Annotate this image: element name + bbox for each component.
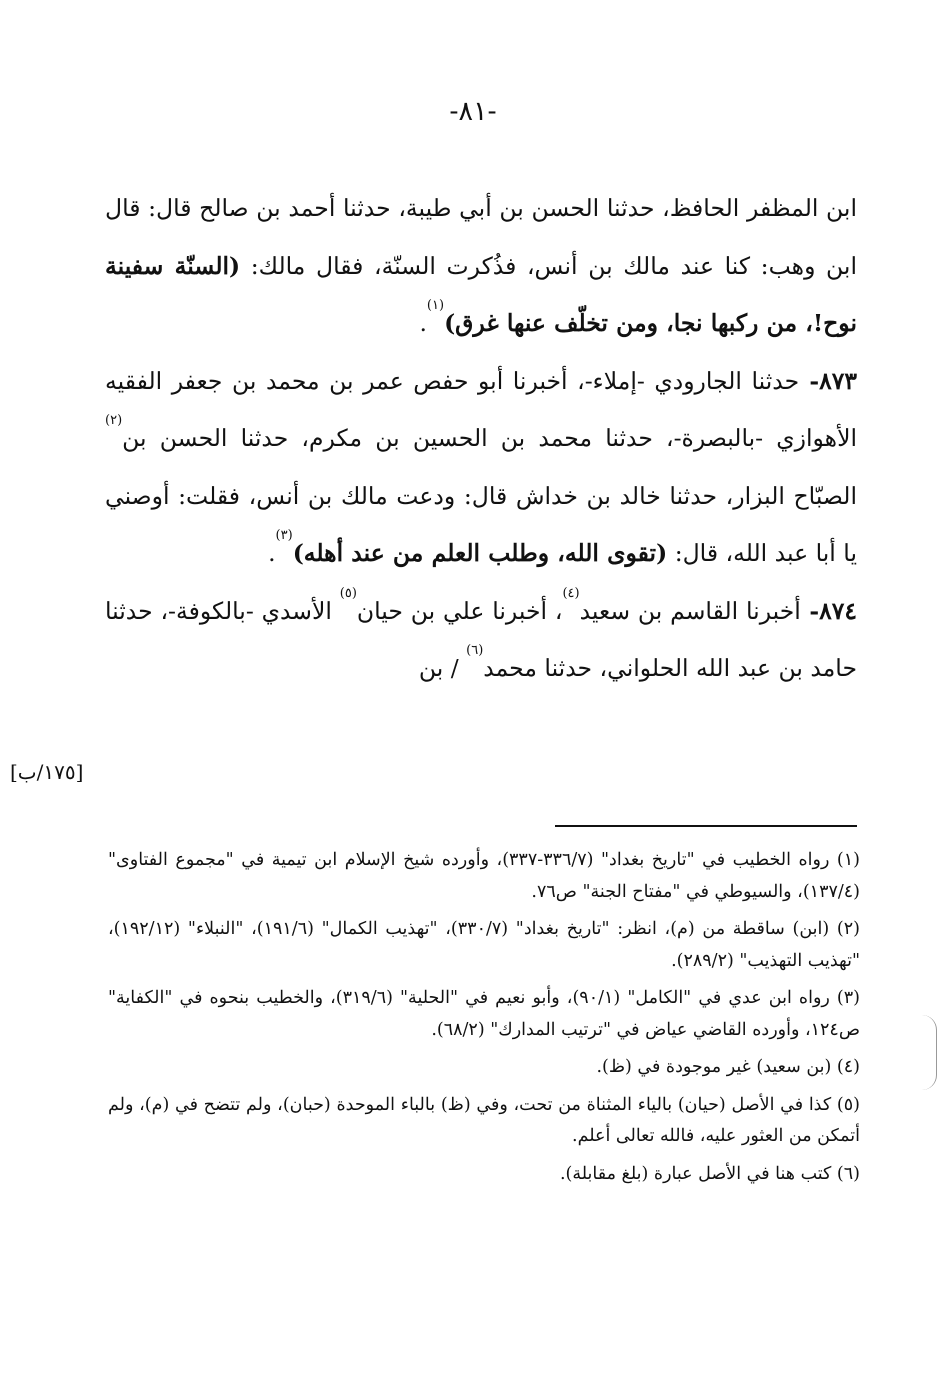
- footnote-3: (٣) رواه ابن عدي في "الكامل" (٩٠/١)، وأبو نعيم في "الحلية" (٣١٩/٦)، والخطيب بنحوه في "الكفاية" ص١٢٤، وأورده القاضي عياض في "ترتيب المدارك" (٦٨/٢).: [108, 988, 860, 1040]
- footnote-ref: (٤): [562, 585, 580, 601]
- footnote-6: (٦) كتب هنا في الأصل عبارة (بلغ مقابلة).: [559, 1163, 860, 1184]
- footnote-separator: [555, 825, 857, 827]
- paragraph-tail: .: [419, 309, 427, 337]
- footnotes: [108, 845, 860, 1196]
- quote-bold: (تقوى الله، وطلب العلم من عند أهله): [292, 539, 668, 567]
- paragraph-text: ابن المظفر الحافظ، حدثنا الحسن بن أبي طيبة، حدثنا أحمد بن صالح قال: قال ابن وهب: كنا عند مالك بن أنس، فذُكرت السنّة، فقال مالك:: [105, 194, 857, 280]
- hadith-number: ٨٧٣-: [799, 366, 858, 395]
- paragraph-text: حدثنا الجارودي -إملاء-، أخبرنا أبو حفص عمر بن محمد بن جعفر الفقيه الأهوازي -بالبصرة-، حدثنا محمد بن الحسين بن مكرم، حدثنا الحسن بن: [105, 366, 857, 452]
- footnote-ref: (٦): [466, 643, 484, 658]
- paragraph-text: الصبّاح البزار، حدثنا خالد بن خداش قال: ودعت مالك بن أنس، فقلت: أوصني يا أبا عبد الله، قال:: [105, 481, 857, 567]
- paragraph-text: / بن: [418, 654, 467, 682]
- paragraph-874: [105, 583, 857, 698]
- paragraph-tail: .: [268, 539, 276, 567]
- footnote-4: (٤) (بن سعيد) غير موجودة في (ظ).: [596, 1057, 860, 1077]
- footnote-ref: (٢): [105, 413, 123, 428]
- footnote-ref: (٣): [275, 528, 293, 543]
- paragraph-1: [105, 180, 857, 353]
- footnote-ref: (٥): [339, 585, 357, 601]
- page-number: -٨١-: [449, 96, 497, 127]
- paragraph-text: الأسدي -بالكوفة-، حدثنا حامد بن عبد الله الحلواني، حدثنا محمد: [105, 596, 857, 682]
- scan-edge-mark: [922, 1015, 937, 1090]
- hadith-number: ٨٧٤-: [800, 596, 857, 625]
- footnote-1: (١) رواه الخطيب في "تاريخ بغداد" (٣٣٦/٧-٣٣٧)، وأورده شيخ الإسلام ابن تيمية في "مجموع الفتاوى" (١٣٧/٤)، والسيوطي في "مفتاح الجنة" ص٧٦.: [108, 850, 860, 902]
- main-text: [105, 180, 857, 698]
- paragraph-text: أخبرنا القاسم بن سعيد: [579, 596, 801, 625]
- footnote-2: (٢) (ابن) ساقطة من (م)، انظر: "تاريخ بغداد" (٣٣٠/٧)، "تهذيب الكمال" (١٩١/٦)، "النبلاء" (١٩٢/١٢)، "تهذيب التهذيب" (٢٨٩/٢).: [108, 919, 860, 971]
- paragraph-text: ، أخبرنا علي بن حيان: [356, 596, 563, 625]
- footnote-5: (٥) كذا في الأصل (حيان) بالياء المثناة من تحت، وفي (ظ) بالباء الموحدة (حبان)، ولم تتضح في (م)، ولم أتمكن من العثور عليه، فالله تعالى أعلم.: [108, 1094, 860, 1146]
- margin-folio-ref: [١٧٥/ب]: [10, 760, 84, 784]
- footnote-ref: (١): [426, 298, 445, 313]
- paragraph-873: [105, 353, 857, 583]
- quote-bold: (السنّة سفينة نوح!، من ركبها نجا، ومن تخلّف عنها غرق): [105, 251, 857, 337]
